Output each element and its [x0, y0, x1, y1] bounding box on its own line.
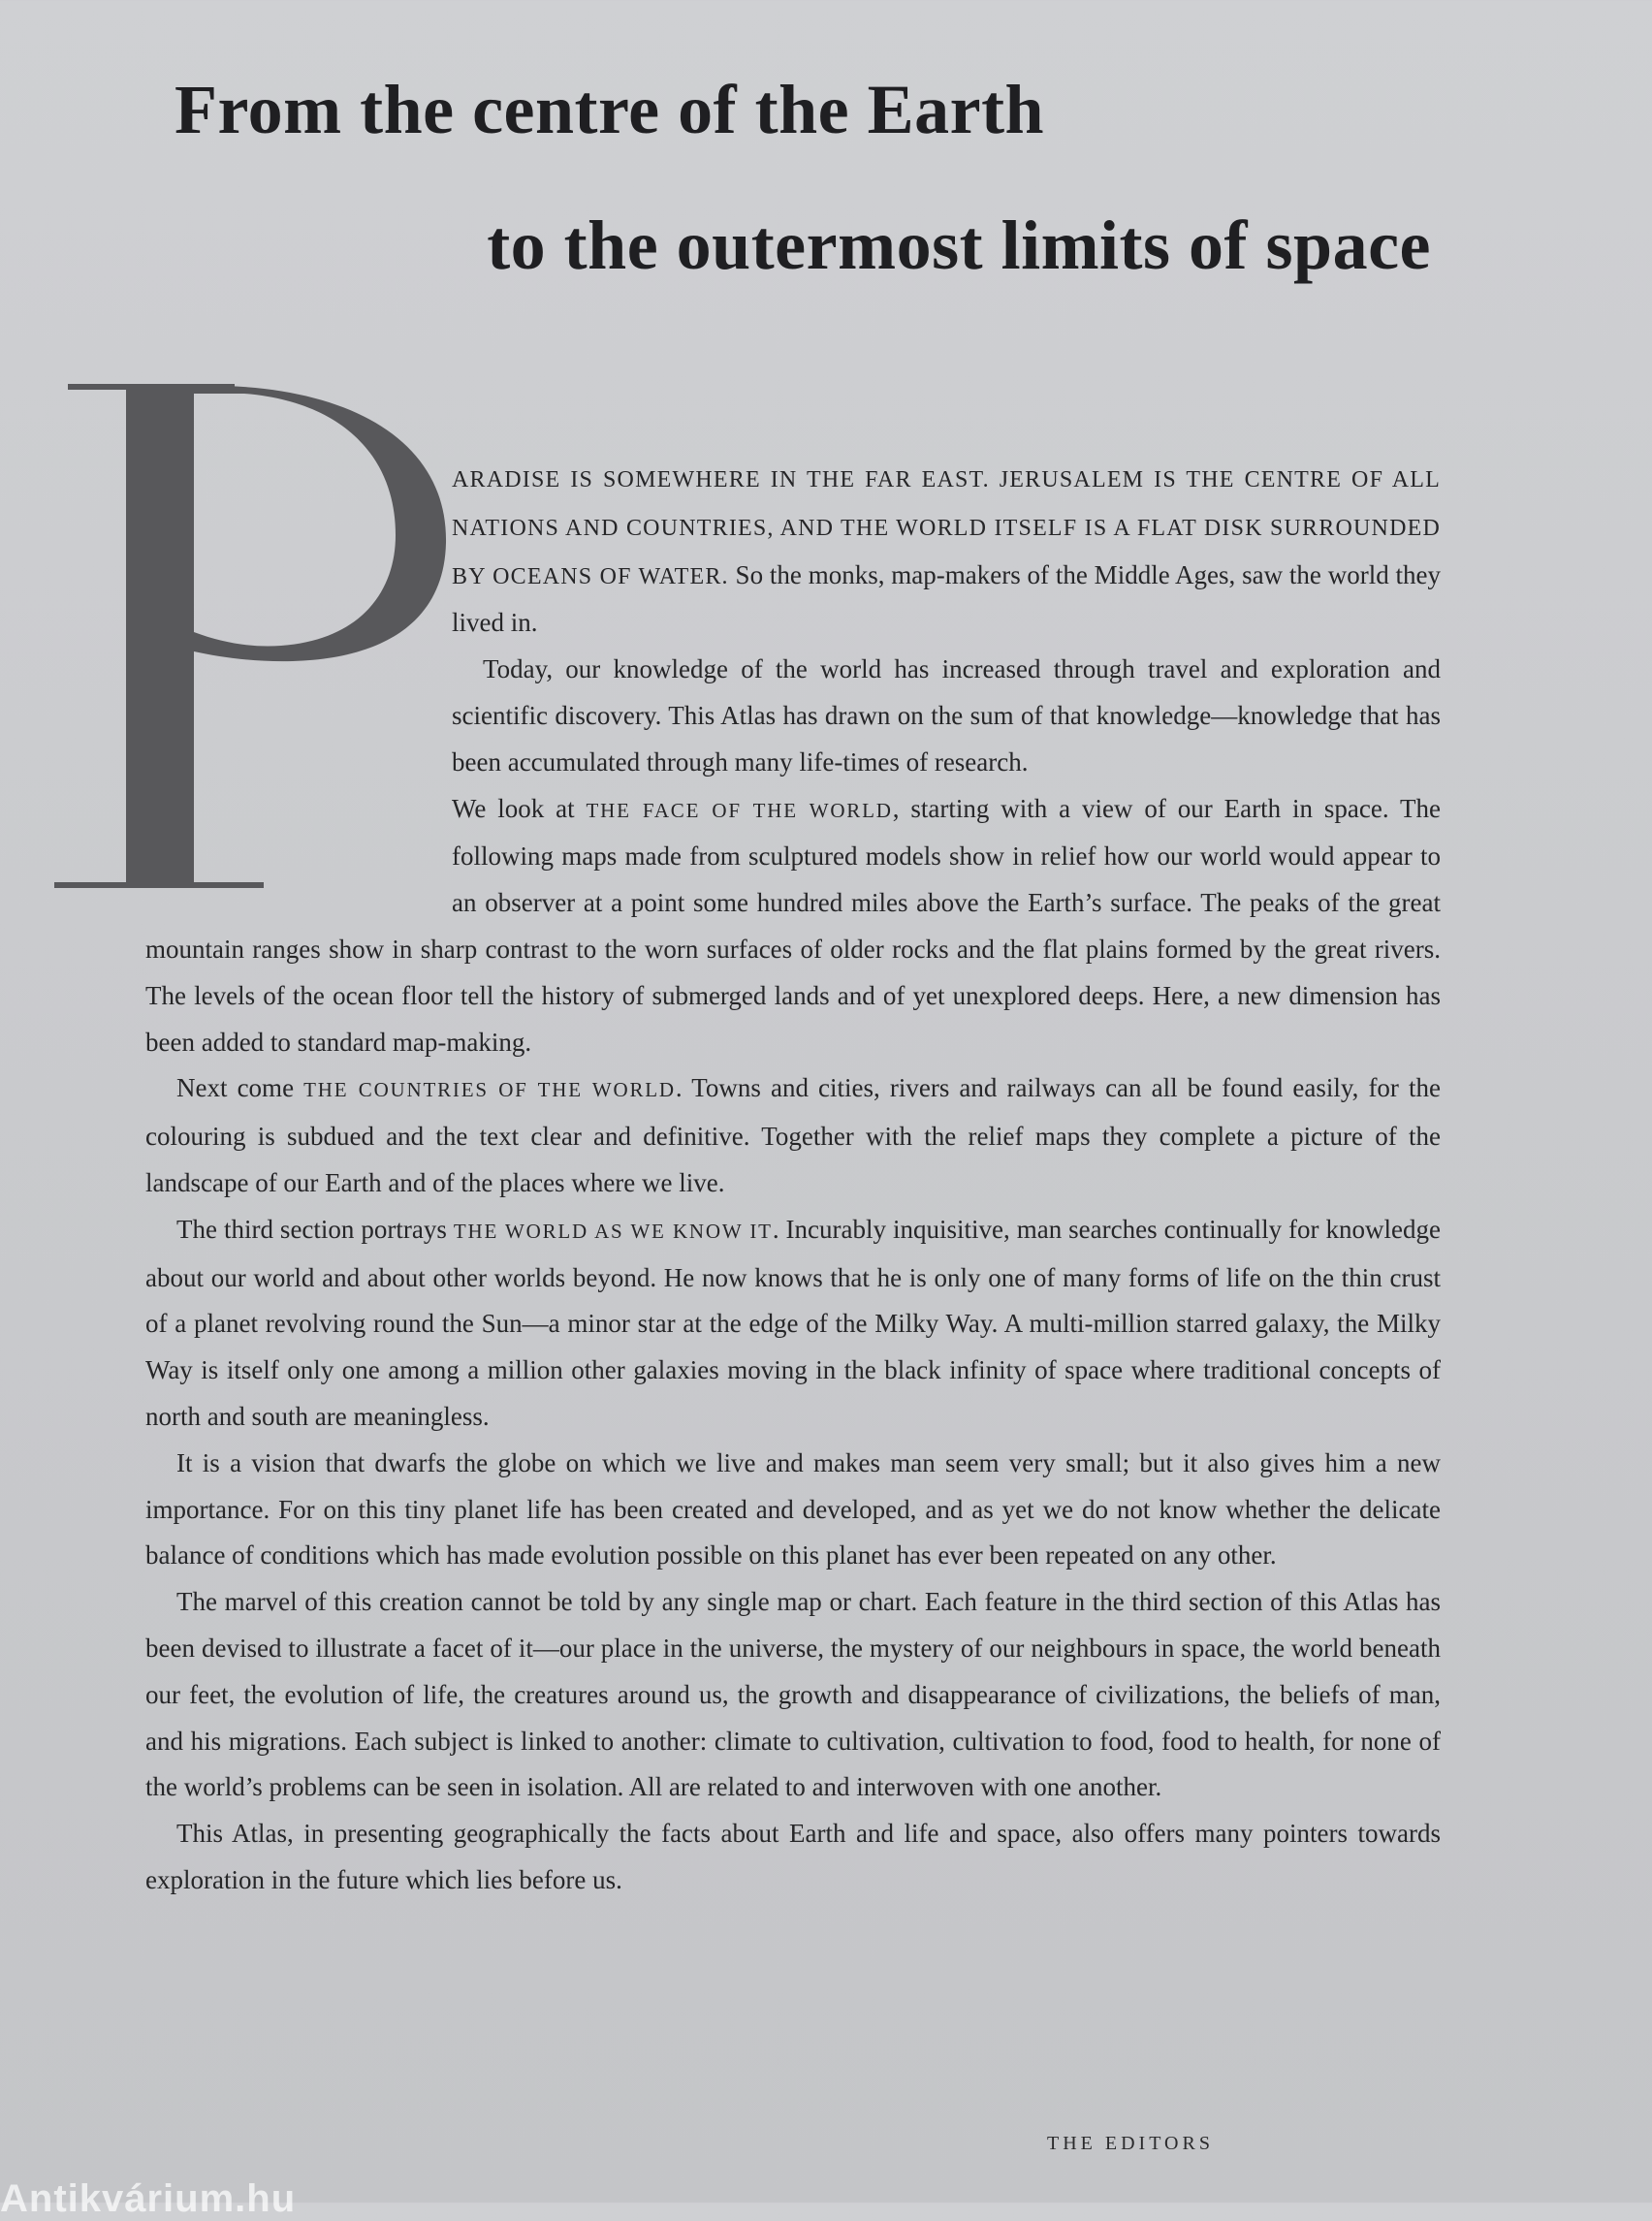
section-name-countries-of-world: THE COUNTRIES OF THE WORLD	[303, 1078, 676, 1102]
signature: THE EDITORS	[1047, 2133, 1214, 2154]
paragraph-5	[145, 1207, 1441, 1441]
section-name-world-as-we-know-it: THE WORLD AS WE KNOW IT	[453, 1219, 773, 1243]
paragraph-4-rest: . Towns and cities, rivers and railways can all be found easily, for the colouring is subdued and the text clear and definitive. Together with the relief maps they complete a picture of the landscape of our Earth and of the places where we live.	[145, 1073, 1442, 1197]
paragraph-3-rest: , starting with a view of our Earth in space. The following maps made from sculptured models show in relief how our world would appear to an observer at a point some hundred miles above the Earth’s surface. The peaks of the great mountain ranges show in sharp contrast to the worn surfaces of older rocks and the flat plains formed by the great rivers. The levels of the ocean floor tell the history of submerged lands and of yet unexplored deeps. Here, a new dimension has been added to standard map-making.	[145, 793, 1442, 1057]
section-name-face-of-world: THE FACE OF THE WORLD	[586, 798, 893, 822]
paragraph-8: This Atlas, in presenting geographically the facts about Earth and life and space, also offers many pointers towards exploration in the future which lies before us.	[145, 1819, 1441, 1894]
opening-caps: ARADISE IS SOMEWHERE IN THE FAR EAST. JERUSALEM IS THE CENTRE OF ALL NATIONS AND COUNTRIES, AND THE WORLD ITSELF IS A FLAT DISK SURROUNDED BY OCEANS OF WATER.	[452, 467, 1441, 589]
paragraph-5-lead: The third section portrays	[176, 1214, 454, 1244]
page-title-line-2: to the outermost limits of space	[487, 206, 1431, 284]
paragraph-1-rest: So the monks, map-makers of the Middle Ages, saw the world they lived in.	[452, 559, 1441, 638]
paragraph-4	[145, 1065, 1441, 1206]
page-title-line-1: From the centre of the Earth	[175, 71, 1045, 148]
paragraph-6: It is a vision that dwarfs the globe on which we live and makes man seem very small; but it also gives him a new importance. For on this tiny planet life has been created and developed, and as yet we do not know whether the delicate balance of conditions which has made evolution possible on this planet has ever been repeated on any other.	[145, 1447, 1441, 1571]
paragraph-3-lead: We look at	[452, 793, 587, 823]
drop-cap-wrap-upper	[145, 456, 452, 894]
paragraph-7: The marvel of this creation cannot be told by any single map or chart. Each feature in the third section of this Atlas has been devised to illustrate a facet of it—our place in the universe, the mystery of our neighbours in space, the world beneath our feet, the evolution of life, the creatures around us, the growth and disappearance of civilizations, the beliefs of man, and his migrations. Each subject is linked to another: climate to cultivation, cultivation to food, food to health, for none of the world’s problems can be seen in isolation. All are related to and interwoven with one another.	[145, 1587, 1441, 1802]
paragraph-4-lead: Next come	[176, 1073, 304, 1103]
editorial-text	[145, 456, 1441, 1904]
watermark: Antikvárium.hu	[0, 2177, 297, 2220]
paragraph-5-rest: . Incurably inquisitive, man searches continually for knowledge about our world and about other worlds beyond. He now knows that he is only one of many forms of life on the thin crust of a planet revolving round the Sun—a minor star at the edge of the Milky Way. A multi-million starred galaxy, the Milky Way is itself only one among a million other galaxies moving in the black infinity of space where traditional concepts of north and south are meaningless.	[145, 1214, 1441, 1431]
paragraph-2: Today, our knowledge of the world has increased through travel and exploration and scientific discovery. This Atlas has drawn on the sum of that knowledge—knowledge that has been accumulated through many life-times of research.	[452, 654, 1441, 777]
